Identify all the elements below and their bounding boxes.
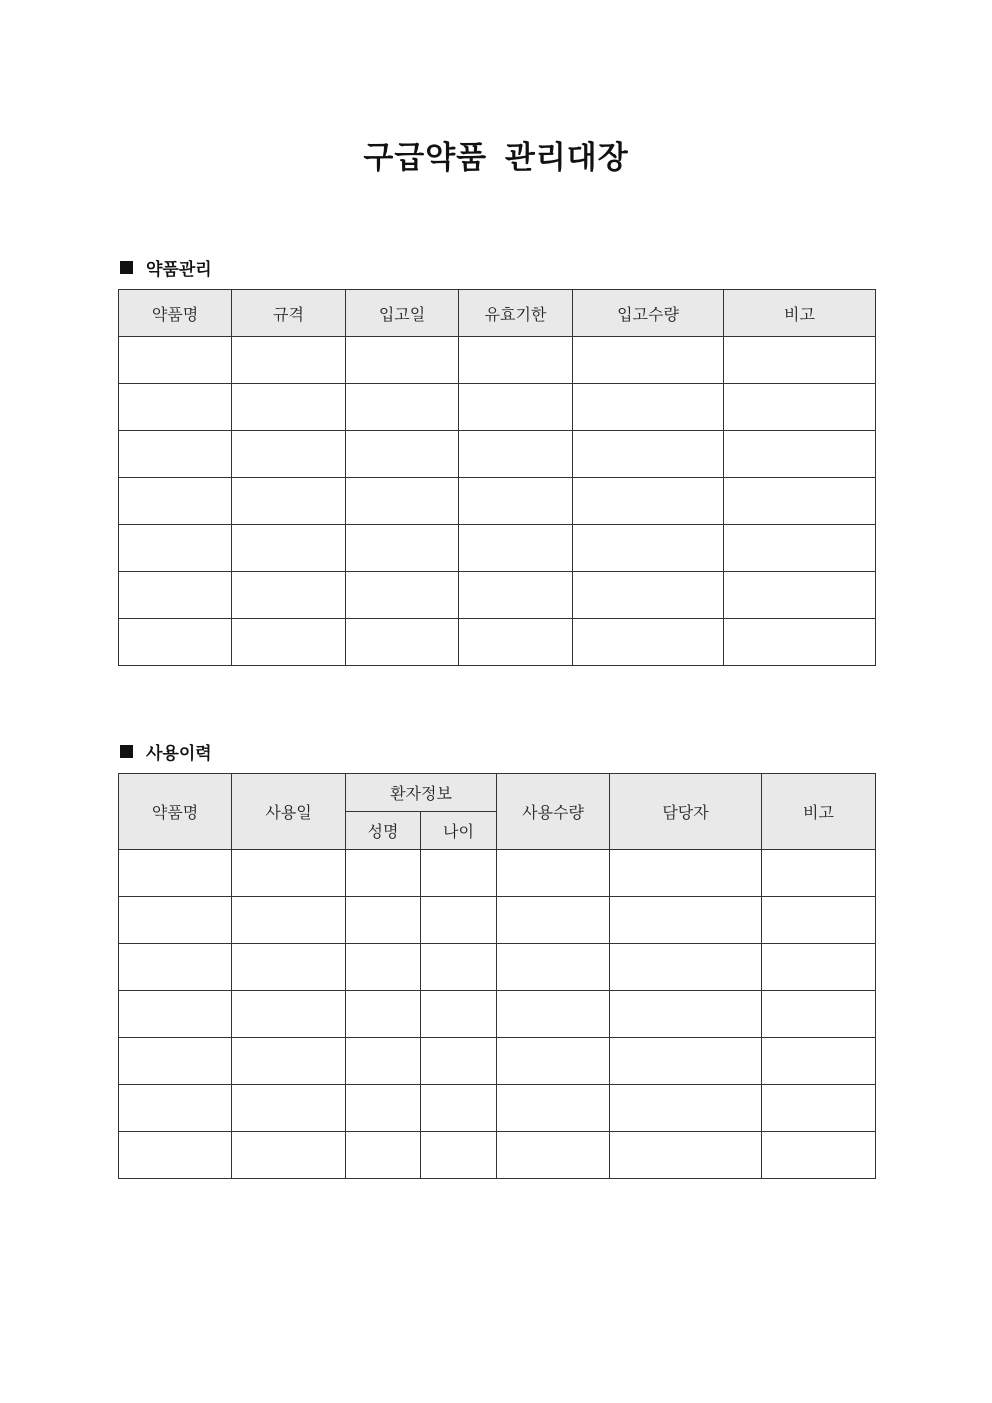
table-cell[interactable] [119,619,232,666]
table-row [119,991,876,1038]
table-cell[interactable] [232,850,346,897]
table-cell[interactable] [610,1038,762,1085]
table-cell[interactable] [421,1132,497,1179]
column-header: 비고 [762,774,876,850]
table-cell[interactable] [459,431,573,478]
table-row [119,1038,876,1085]
table-cell[interactable] [119,337,232,384]
document-title: 구급약품 관리대장 [363,140,629,176]
table-cell[interactable] [232,1038,346,1085]
table-cell[interactable] [497,1132,610,1179]
column-group-header: 환자정보 [346,774,497,812]
table-cell[interactable] [119,944,232,991]
table-cell[interactable] [119,525,232,572]
table-row [119,431,876,478]
column-header: 규격 [232,290,346,337]
table-cell[interactable] [459,619,573,666]
usage-history-table [118,773,876,1179]
section-heading-label: 약품관리 [146,260,212,280]
table-header-row [119,290,876,337]
table-cell[interactable] [346,525,459,572]
table-row [119,1085,876,1132]
column-header: 성명 [346,812,421,850]
table-cell[interactable] [232,619,346,666]
column-header: 입고수량 [573,290,724,337]
table-header-row [119,774,876,812]
table-cell[interactable] [232,384,346,431]
section-heading-label: 사용이력 [146,744,212,764]
table-cell[interactable] [497,991,610,1038]
table-cell[interactable] [573,384,724,431]
table-cell[interactable] [421,1038,497,1085]
table-cell[interactable] [119,850,232,897]
column-header: 유효기한 [459,290,573,337]
table-cell[interactable] [119,478,232,525]
table-row [119,897,876,944]
table-cell[interactable] [346,478,459,525]
table-cell[interactable] [119,1132,232,1179]
table-cell[interactable] [610,850,762,897]
column-header: 약품명 [119,774,232,850]
table-cell[interactable] [610,991,762,1038]
column-header: 나이 [421,812,497,850]
table-cell[interactable] [762,897,876,944]
table-cell[interactable] [346,897,421,944]
table-cell[interactable] [346,1132,421,1179]
table-cell[interactable] [724,525,876,572]
table-cell[interactable] [459,572,573,619]
table-cell[interactable] [762,850,876,897]
table-cell[interactable] [119,431,232,478]
table-cell[interactable] [497,897,610,944]
table-cell[interactable] [232,478,346,525]
table-cell[interactable] [346,431,459,478]
table-cell[interactable] [610,897,762,944]
drug-management-table [118,289,876,666]
table-cell[interactable] [232,572,346,619]
table-cell[interactable] [573,337,724,384]
table-row [119,525,876,572]
table-cell[interactable] [119,1085,232,1132]
table-cell[interactable] [497,1085,610,1132]
table-cell[interactable] [610,1132,762,1179]
table-cell[interactable] [346,572,459,619]
table-row [119,337,876,384]
table-cell[interactable] [346,991,421,1038]
table-cell[interactable] [762,1038,876,1085]
column-header: 약품명 [119,290,232,337]
table-cell[interactable] [459,525,573,572]
table-cell[interactable] [346,944,421,991]
table-cell[interactable] [232,897,346,944]
table-cell[interactable] [573,619,724,666]
table-cell[interactable] [232,1085,346,1132]
table-cell[interactable] [421,897,497,944]
table-cell[interactable] [119,572,232,619]
table-cell[interactable] [459,478,573,525]
table-cell[interactable] [421,1085,497,1132]
table-cell[interactable] [459,384,573,431]
table-cell[interactable] [724,337,876,384]
section-heading-usage-history [120,739,212,764]
table-cell[interactable] [497,850,610,897]
table-cell[interactable] [497,944,610,991]
column-header: 비고 [724,290,876,337]
column-header: 입고일 [346,290,459,337]
table-row [119,944,876,991]
table-row [119,619,876,666]
table-cell[interactable] [724,619,876,666]
table-row [119,572,876,619]
table-cell[interactable] [232,525,346,572]
column-header: 사용일 [232,774,346,850]
table-cell[interactable] [232,944,346,991]
table-cell[interactable] [421,944,497,991]
table-row [119,384,876,431]
table-cell[interactable] [573,525,724,572]
table-cell[interactable] [762,1132,876,1179]
table-cell[interactable] [232,1132,346,1179]
table-cell[interactable] [119,1038,232,1085]
column-header: 사용수량 [497,774,610,850]
table-cell[interactable] [762,944,876,991]
table-row [119,850,876,897]
table-cell[interactable] [346,850,421,897]
table-cell[interactable] [346,1038,421,1085]
table-cell[interactable] [119,991,232,1038]
table-cell[interactable] [459,337,573,384]
square-bullet-icon [120,745,133,758]
table-cell[interactable] [232,431,346,478]
table-cell[interactable] [346,337,459,384]
table-cell[interactable] [724,384,876,431]
section-heading-drug-management [120,255,212,280]
column-header: 담당자 [610,774,762,850]
table-cell[interactable] [497,1038,610,1085]
table-cell[interactable] [762,1085,876,1132]
table-cell[interactable] [119,897,232,944]
table-cell[interactable] [346,1085,421,1132]
table-cell[interactable] [724,478,876,525]
table-cell[interactable] [346,619,459,666]
table-cell[interactable] [346,384,459,431]
table-cell[interactable] [232,991,346,1038]
table-cell[interactable] [762,991,876,1038]
table-cell[interactable] [724,572,876,619]
table-cell[interactable] [573,478,724,525]
table-cell[interactable] [573,431,724,478]
table-cell[interactable] [421,991,497,1038]
table-cell[interactable] [232,337,346,384]
table-cell[interactable] [724,431,876,478]
square-bullet-icon [120,261,133,274]
table-cell[interactable] [119,384,232,431]
table-cell[interactable] [421,850,497,897]
table-cell[interactable] [610,944,762,991]
table-row [119,1132,876,1179]
table-row [119,478,876,525]
table-cell[interactable] [573,572,724,619]
table-cell[interactable] [610,1085,762,1132]
